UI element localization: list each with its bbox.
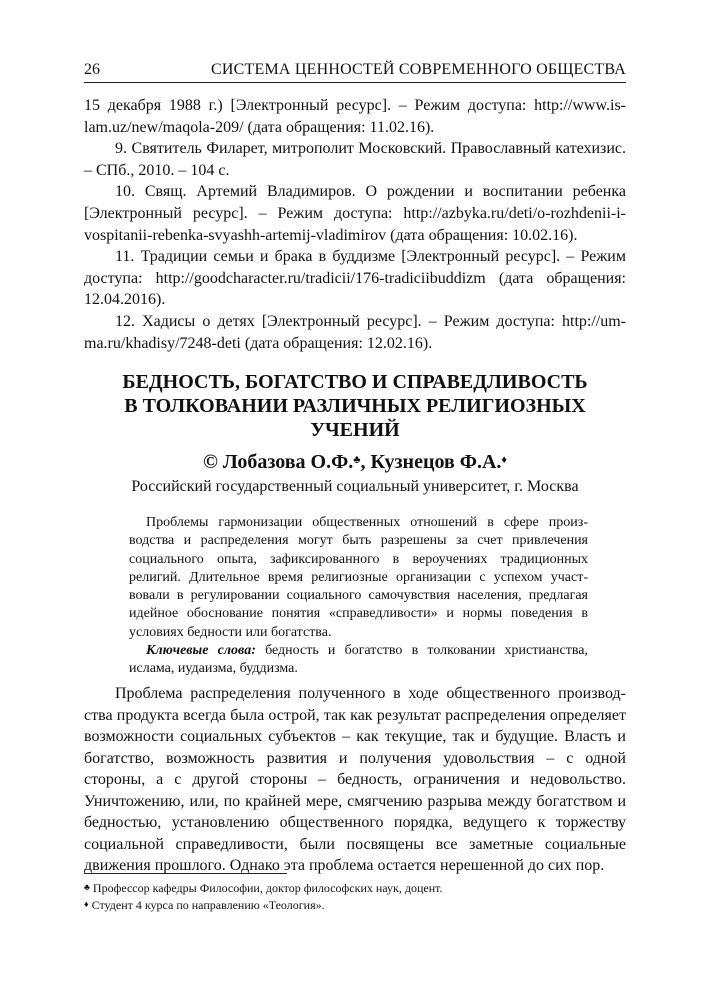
footnote-divider: [84, 873, 287, 874]
author-name: Кузнецов Ф.А.: [370, 451, 502, 473]
footnote: [84, 880, 626, 897]
page-number: 26: [84, 61, 100, 78]
diamond-footnote-mark: ♦: [84, 899, 89, 909]
abstract-text: Проблемы гармонизации общественных отношений в сфере производства и распределения могут быть разрешены за счет привлечения социального опыта, зафиксированного в вероучениях традиционных религий. Длительное время религиозные организации с успехом участвовали в регулировании социального самочувствия населения, предлагая идейное обоснование понятия «справедливости» и нормы поведения в условиях бедности или богатства.: [129, 515, 588, 640]
header-divider: [84, 82, 626, 83]
body-paragraph: Проблема распределения полученного в ходе общественного производства продукта всегда была острой, так как результат распределения определяет возможности социальных субъектов – как текущие, так и будущие. Власть и богатство, возможность развития и получения удовольствия – с одной стороны, а с другой стороны – бедность, ограничения и недовольство. Уничтожению, или, по крайней мере, смягчению разрыва между богатством и бедностью, установлению общественного порядка, ведущего к торжеству социальной справедливости, были посвящены все заметные социальные движения прошлого. Однако эта проблема остается нерешенной до сих пор.: [84, 685, 626, 874]
keywords-text: бедность и богатство в толковании христианства, ислама, иудаизма, буддизма.: [129, 643, 589, 677]
copyright-sign: ©: [202, 451, 218, 473]
reference-item: 15 декабря 1988 г.) [Электронный ресурс]. – Режим доступа: http://www.islam.uz/new/maqola-209/ (дата обращения: 11.02.16).: [84, 97, 626, 136]
reference-item: 9. Святитель Филарет, митрополит Московский. Православный катехизис. – СПб., 2010. – 104 с.: [84, 140, 626, 179]
reference-item: 11. Традиции семьи и брака в буддизме [Электронный ресурс]. – Режим доступа: http://goodcharacter.ru/tradicii/176-tradiciibuddizm (дата обращения: 12.04.2016).: [84, 248, 626, 309]
article-title-line: БЕДНОСТЬ, БОГАТСТВО И СПРАВЕДЛИВОСТЬ: [122, 371, 588, 393]
running-title: СИСТЕМА ЦЕННОСТЕЙ СОВРЕМЕННОГО ОБЩЕСТВА: [211, 61, 626, 78]
club-footnote-mark: ♣: [353, 454, 361, 466]
keywords: [129, 642, 588, 679]
reference-item: 12. Хадисы о детях [Электронный ресурс]. – Режим доступа: http://umma.ru/khadisy/7248-deti (дата обращения: 12.02.16).: [84, 312, 626, 352]
reference-item: 10. Свящ. Артемий Владимиров. О рождении и воспитании ребенка [Электронный ресурс]. – Режим доступа: http://azbyka.ru/deti/o-rozhdenii-i-vospitanii-rebenka-svyashh-artemij-vladimirov (дата обращения: 10.02.16).: [84, 183, 626, 244]
running-header: [84, 60, 626, 84]
author-name: Лобазова О.Ф.: [222, 451, 354, 473]
article-title: [84, 370, 626, 442]
article-body: [84, 683, 626, 877]
keywords-label: Ключевые слова:: [146, 643, 256, 659]
footnote-text: Студент 4 курса по направлению «Теология».: [91, 898, 325, 912]
abstract: [129, 514, 588, 679]
author-separator: ,: [360, 451, 366, 473]
diamond-footnote-mark: ♦: [501, 454, 508, 466]
footnote: [84, 897, 626, 914]
club-footnote-mark: ♣: [84, 882, 90, 892]
footnotes: [84, 880, 626, 914]
reference-list: [84, 95, 626, 354]
article-authors: [84, 449, 626, 475]
article-title-line: УЧЕНИЙ: [310, 419, 400, 441]
article-title-line: В ТОЛКОВАНИИ РАЗЛИЧНЫХ РЕЛИГИОЗНЫХ: [124, 395, 586, 417]
footnote-text: Профессор кафедры Философии, доктор философских наук, доцент.: [92, 881, 443, 895]
author-affiliation: Российский государственный социальный университет, г. Москва: [131, 478, 579, 495]
